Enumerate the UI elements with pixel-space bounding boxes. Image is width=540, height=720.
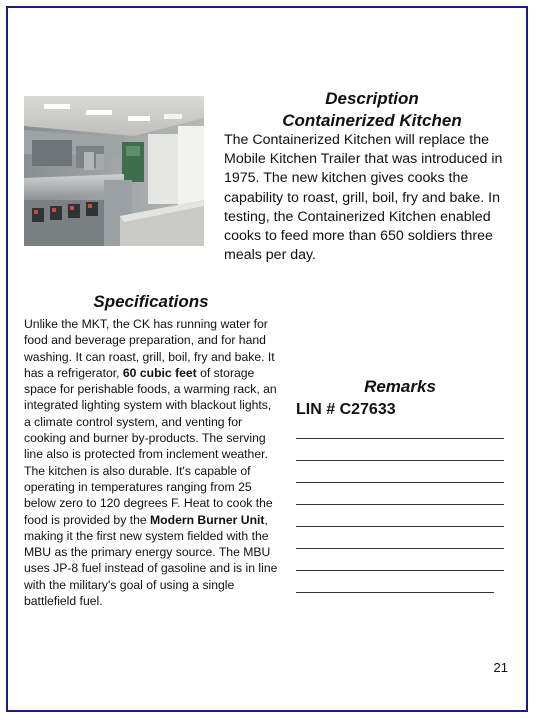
product-title: Containerized Kitchen — [282, 111, 462, 130]
specifications-paragraph-2 — [24, 463, 278, 610]
spec-bold-burner: Modern Burner Unit — [150, 512, 265, 527]
kitchen-photo — [24, 96, 204, 246]
description-label: Description — [325, 89, 419, 108]
remark-line — [296, 438, 504, 439]
spec-bold-storage: 60 cubic feet — [122, 365, 197, 380]
remark-line — [296, 592, 494, 593]
specifications-paragraph-1 — [24, 316, 278, 463]
spec-text-segment: The kitchen is also durable. It's capable of operating in temperatures ranging from 25 below zero to 120 degrees F. Heat to cook the food is provided by the — [24, 463, 273, 527]
lin-number: LIN # C27633 — [296, 401, 396, 418]
remark-line — [296, 460, 504, 461]
description-heading — [222, 88, 522, 132]
spec-text-segment: Unlike the MKT, the CK has running water for food and beverage preparation, and for hand washing. It can roast, grill, boil, fry and bake. It has a refrigerator, — [24, 317, 275, 380]
specifications-text — [24, 316, 278, 609]
remark-line — [296, 570, 504, 571]
specifications-heading: Specifications — [93, 292, 209, 311]
spec-text-segment: , making it the first new system fielded with the MBU as the primary energy source. The MBU uses JP-8 fuel instead of gasoline and is in line with the military's goal of using a single battlefield fuel. — [24, 512, 278, 609]
remark-line — [296, 504, 504, 505]
spec-text-segment: of storage space for perishable foods, a warming rack, an integrated lighting system with blackout lights, a climate control system, and venting for cooking and burner by-products. The serving line also is protected from inclement weather. — [24, 365, 277, 462]
description-text: The Containerized Kitchen will replace the Mobile Kitchen Trailer that was introduced in 1975. The new kitchen gives cooks the capability to roast, grill, boil, fry and bake. In testing, the Containerized Kitchen enabled cooks to feed more than 650 soldiers three meals per day. — [224, 132, 503, 264]
remarks-heading: Remarks — [364, 377, 436, 396]
remark-line — [296, 482, 504, 483]
remark-line — [296, 526, 504, 527]
remark-line — [296, 548, 504, 549]
page-number: 21 — [493, 660, 508, 675]
